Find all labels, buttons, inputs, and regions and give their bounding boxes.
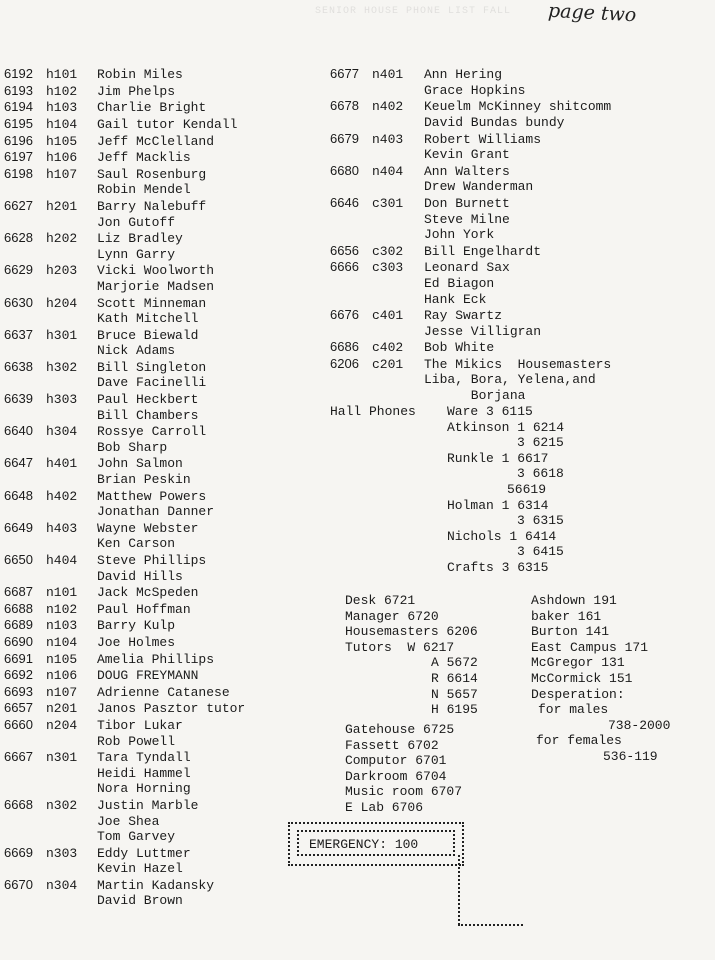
dotted-rule-vertical [458, 855, 460, 925]
resident-name: Heidi Hammel [97, 765, 191, 781]
resident-name: Keuelm McKinney shitcomm [424, 99, 612, 115]
extension-number: 6192 [4, 66, 33, 82]
directory-entry [4, 230, 245, 262]
directory-entry [4, 552, 245, 584]
resident-name: Marjorie Madsen [97, 278, 215, 294]
resident-name: Liz Bradley [97, 231, 183, 247]
room-number: h301 [46, 327, 78, 343]
directory-entry [4, 601, 245, 618]
extension-number: 6667 [4, 749, 33, 765]
resident-name: Brian Peskin [97, 472, 191, 488]
extension-number: 6676 [330, 307, 359, 323]
directory-entry [4, 391, 245, 423]
resident-name: Wayne Webster [97, 520, 199, 536]
extension-number: 6637 [4, 326, 33, 342]
resident-name: Bob White [424, 340, 495, 356]
other-houses-item: for females [536, 733, 622, 749]
resident-name: Adrienne Catanese [97, 684, 230, 700]
extension-number: 6677 [330, 66, 359, 82]
services-item: R 6614 [431, 670, 478, 686]
resident-name: John York [424, 227, 495, 243]
directory-entry [4, 584, 245, 601]
room-number: n302 [46, 797, 78, 813]
extension-number: 6629 [4, 262, 33, 278]
resident-name: Paul Hoffman [97, 601, 191, 617]
facilities-item: Fassett 6702 [345, 737, 439, 753]
other-houses-list [531, 593, 670, 765]
directory-entry [4, 295, 245, 327]
resident-name: Bill Engelhardt [424, 243, 542, 259]
resident-name: Joe Holmes [97, 634, 176, 650]
extension-number: 6679 [330, 130, 359, 146]
resident-name: Jonathan Danner [97, 504, 215, 520]
other-houses-item: 738-2000 [608, 717, 671, 733]
directory-entry [4, 700, 245, 717]
directory-entry [4, 877, 245, 909]
facilities-item: Darkroom 6704 [345, 768, 447, 784]
extension-number: 6196 [4, 132, 33, 148]
room-number: n401 [372, 67, 404, 83]
extension-number: 6666 [330, 259, 359, 275]
hall-phone-line: 3 6415 [517, 544, 564, 560]
extension-number: 6194 [4, 99, 33, 115]
directory-entry [4, 455, 245, 487]
left-directory-column [4, 35, 245, 940]
other-houses-item: baker 161 [531, 608, 602, 624]
directory-entry [4, 198, 245, 230]
resident-name: Jim Phelps [97, 83, 176, 99]
room-number: h402 [46, 488, 78, 504]
resident-name: Jack McSpeden [97, 585, 199, 601]
other-houses-item: East Campus 171 [531, 639, 649, 655]
resident-name: Matthew Powers [97, 488, 207, 504]
extension-number: 6198 [4, 165, 33, 181]
extension-number: 6656 [330, 242, 359, 258]
faint-header-title: SENIOR HOUSE PHONE LIST FALL [315, 6, 512, 17]
room-number: h401 [46, 456, 78, 472]
hall-phone-line: 3 6215 [517, 435, 564, 451]
resident-name: Robin Mendel [97, 182, 191, 198]
extension-number: 6649 [4, 519, 33, 535]
directory-entry [330, 307, 611, 339]
hall-phones-list [447, 404, 564, 576]
extension-number: 6688 [4, 600, 33, 616]
directory-entry [4, 423, 245, 455]
room-number: h101 [46, 67, 78, 83]
other-houses-item: McGregor 131 [531, 655, 625, 671]
directory-entry [330, 243, 611, 260]
hall-phone-line: Runkle 1 6617 [447, 450, 549, 466]
extension-number: 6647 [4, 455, 33, 471]
directory-entry [4, 684, 245, 701]
extension-number: 6639 [4, 391, 33, 407]
room-number: h204 [46, 295, 78, 311]
resident-name: David Hills [97, 568, 183, 584]
resident-name: Drew Wanderman [424, 179, 534, 195]
room-number: c303 [372, 260, 404, 276]
services-item: Tutors W 6217 [345, 639, 455, 655]
room-number: n104 [46, 634, 78, 650]
services-item: Desk 6721 [345, 593, 416, 608]
room-number: n105 [46, 651, 78, 667]
resident-name: Ann Hering [424, 67, 503, 83]
resident-name: Paul Heckbert [97, 392, 199, 408]
resident-name: Kevin Hazel [97, 861, 183, 877]
room-number: h404 [46, 553, 78, 568]
hall-phone-line: Nichols 1 6414 [447, 528, 557, 544]
directory-entry [330, 163, 611, 195]
directory-entry [330, 131, 611, 163]
resident-name: Janos Pasztor tutor [97, 701, 246, 717]
room-number: h106 [46, 150, 78, 166]
room-number: h105 [46, 133, 78, 149]
resident-name: Jesse Villigran [424, 323, 542, 339]
resident-name: Bob Sharp [97, 439, 168, 455]
resident-name: Kevin Grant [424, 147, 510, 163]
resident-name: Rob Powell [97, 733, 176, 749]
emergency-dotted-frame [288, 822, 464, 866]
room-number: h104 [46, 116, 78, 132]
extension-number: 6638 [4, 358, 33, 374]
directory-entry [330, 356, 611, 404]
extension-number: 6650 [4, 552, 33, 567]
hall-phone-line: Atkinson 1 6214 [447, 419, 565, 435]
facilities-item: Music room 6707 [345, 784, 463, 800]
directory-entry [330, 66, 611, 98]
extension-number: 6195 [4, 115, 33, 131]
other-houses-item: Burton 141 [531, 624, 610, 640]
resident-name: Ray Swartz [424, 308, 503, 324]
resident-name: Grace Hopkins [424, 82, 526, 98]
directory-entry [330, 98, 611, 130]
resident-name: Ann Walters [424, 163, 510, 179]
room-number: h403 [46, 520, 78, 536]
room-number: n204 [46, 717, 78, 733]
resident-name: Ken Carson [97, 536, 176, 552]
extension-number: 6640 [4, 423, 33, 439]
resident-name: Bill Singleton [97, 359, 207, 375]
extension-number: 6678 [330, 98, 359, 114]
services-item: H 6195 [431, 702, 478, 718]
extension-number: 6680 [330, 162, 359, 178]
resident-name: Tibor Lukar [97, 717, 183, 733]
services-item: Manager 6720 [345, 608, 439, 624]
extension-number: 6668 [4, 796, 33, 812]
room-number: h202 [46, 231, 78, 247]
directory-entry [4, 99, 245, 116]
extension-number: 6630 [4, 294, 33, 310]
extension-number: 6648 [4, 487, 33, 503]
resident-name: DOUG FREYMANN [97, 668, 199, 684]
directory-entry [4, 359, 245, 391]
resident-name: Don Burnett [424, 195, 510, 211]
resident-name: The Mikics Housemasters [424, 356, 612, 372]
hall-phone-line: Crafts 3 6315 [447, 559, 549, 575]
resident-name: Steve Milne [424, 211, 510, 227]
room-number: n106 [46, 668, 78, 684]
room-number: n107 [46, 684, 78, 700]
services-item: N 5657 [431, 686, 478, 702]
extension-number: 6687 [4, 584, 33, 600]
other-houses-item: McCormick 151 [531, 670, 633, 686]
resident-name: David Brown [97, 893, 183, 909]
resident-name: Saul Rosenburg [97, 166, 207, 182]
emergency-box: EMERGENCY: 100 [297, 830, 455, 856]
resident-name: Gail tutor Kendall [97, 116, 238, 132]
hall-phone-line: 56619 [507, 481, 547, 497]
resident-name: Martin Kadansky [97, 877, 215, 893]
directory-entry [330, 195, 611, 243]
resident-name: Scott Minneman [97, 295, 207, 311]
resident-name: Jeff McClelland [97, 133, 215, 149]
room-number: n403 [372, 131, 404, 147]
extension-number: 6690 [4, 633, 33, 649]
resident-name: Eddy Luttmer [97, 845, 191, 861]
resident-name: Charlie Bright [97, 100, 207, 116]
hall-phones-label: Hall Phones [330, 404, 416, 419]
facilities-list [345, 722, 462, 816]
extension-number: 6660 [4, 716, 33, 732]
services-item: Housemasters 6206 [345, 624, 478, 640]
resident-name: Vicki Woolworth [97, 263, 215, 279]
directory-entry [4, 651, 245, 668]
room-number: n201 [46, 701, 78, 717]
room-number: h302 [46, 359, 78, 375]
services-list [345, 593, 478, 718]
extension-number: 6669 [4, 844, 33, 860]
extension-number: 6197 [4, 149, 33, 165]
other-houses-item: 536-119 [603, 748, 658, 764]
directory-entry [4, 488, 245, 520]
directory-entry [4, 749, 245, 797]
handwritten-page-note: page two [547, 0, 637, 27]
other-houses-item: Desperation: [531, 686, 625, 702]
room-number: n402 [372, 99, 404, 115]
resident-name: Joe Shea [97, 813, 160, 829]
room-number: n101 [46, 585, 78, 601]
room-number: h304 [46, 424, 78, 440]
directory-entry [4, 116, 245, 133]
extension-number: 6691 [4, 650, 33, 666]
directory-entry [330, 259, 611, 307]
resident-name: Steve Phillips [97, 553, 207, 568]
directory-entry [4, 166, 245, 198]
room-number: n102 [46, 601, 78, 617]
hall-phone-line: 3 6618 [517, 466, 564, 482]
room-number: n301 [46, 750, 78, 766]
resident-name: Bruce Biewald [97, 327, 199, 343]
facilities-item: E Lab 6706 [345, 799, 424, 815]
resident-name: Amelia Phillips [97, 651, 215, 667]
services-item: A 5672 [431, 655, 478, 671]
directory-entry [330, 339, 611, 356]
resident-name: Nora Horning [97, 781, 191, 797]
room-number: c301 [372, 195, 404, 211]
extension-number: 6627 [4, 197, 33, 213]
extension-number: 6206 [330, 355, 359, 371]
extension-number: 6193 [4, 82, 33, 98]
resident-name: Ed Biagon [424, 275, 495, 291]
resident-name: Tom Garvey [97, 829, 176, 845]
directory-entry [4, 845, 245, 877]
resident-name: Liba, Bora, Yelena,and [424, 372, 596, 388]
room-number: h303 [46, 392, 78, 408]
extension-number: 6628 [4, 230, 33, 246]
resident-name: Barry Nalebuff [97, 198, 207, 214]
extension-number: 6686 [330, 339, 359, 355]
other-houses-item: Ashdown 191 [531, 593, 617, 608]
directory-entry [4, 262, 245, 294]
facilities-item: Computor 6701 [345, 753, 447, 769]
resident-name: Kath Mitchell [97, 311, 199, 327]
resident-name: Robin Miles [97, 67, 183, 83]
extension-number: 6657 [4, 700, 33, 716]
extension-number: 6689 [4, 617, 33, 633]
extension-number: 6693 [4, 683, 33, 699]
directory-entry [4, 149, 245, 166]
room-number: n404 [372, 163, 404, 179]
extension-number: 6692 [4, 667, 33, 683]
directory-entry [4, 667, 245, 684]
resident-name: Robert Williams [424, 131, 542, 147]
room-number: n304 [46, 877, 78, 893]
directory-entry [4, 520, 245, 552]
resident-name: Leonard Sax [424, 260, 510, 276]
directory-entry [4, 634, 245, 651]
resident-name: Hank Eck [424, 291, 487, 307]
extension-number: 6670 [4, 876, 33, 892]
resident-name: Borjana [424, 388, 526, 404]
directory-entry [4, 133, 245, 150]
resident-name: Lynn Garry [97, 246, 176, 262]
hall-phone-line: Ware 3 6115 [447, 404, 533, 419]
directory-entry [4, 617, 245, 634]
resident-name: John Salmon [97, 456, 183, 472]
directory-entry [4, 327, 245, 359]
extension-number: 6646 [330, 194, 359, 210]
room-number: c201 [372, 356, 404, 372]
room-number: c401 [372, 308, 404, 324]
directory-entry [4, 717, 245, 749]
other-houses-item: for males [538, 702, 609, 718]
directory-entry [4, 66, 245, 83]
room-number: h107 [46, 166, 78, 182]
right-directory-column [330, 35, 611, 435]
room-number: n103 [46, 618, 78, 634]
room-number: h201 [46, 198, 78, 214]
room-number: h103 [46, 100, 78, 116]
directory-entry [4, 797, 245, 845]
resident-name: Justin Marble [97, 797, 199, 813]
resident-name: Bill Chambers [97, 407, 199, 423]
facilities-item: Gatehouse 6725 [345, 722, 455, 737]
hall-phone-line: Holman 1 6314 [447, 497, 549, 513]
room-number: c302 [372, 243, 404, 259]
resident-name: Barry Kulp [97, 618, 176, 634]
room-number: n303 [46, 845, 78, 861]
hall-phone-line: 3 6315 [517, 513, 564, 529]
resident-name: Jeff Macklis [97, 150, 191, 166]
room-number: h102 [46, 83, 78, 99]
resident-name: David Bundas bundy [424, 114, 565, 130]
resident-name: Jon Gutoff [97, 214, 176, 230]
room-number: c402 [372, 340, 404, 356]
dotted-rule-horizontal [458, 924, 523, 926]
resident-name: Tara Tyndall [97, 750, 191, 766]
resident-name: Nick Adams [97, 343, 176, 359]
directory-entry [4, 83, 245, 100]
resident-name: Dave Facinelli [97, 375, 207, 391]
room-number: h203 [46, 263, 78, 279]
resident-name: Rossye Carroll [97, 424, 207, 440]
